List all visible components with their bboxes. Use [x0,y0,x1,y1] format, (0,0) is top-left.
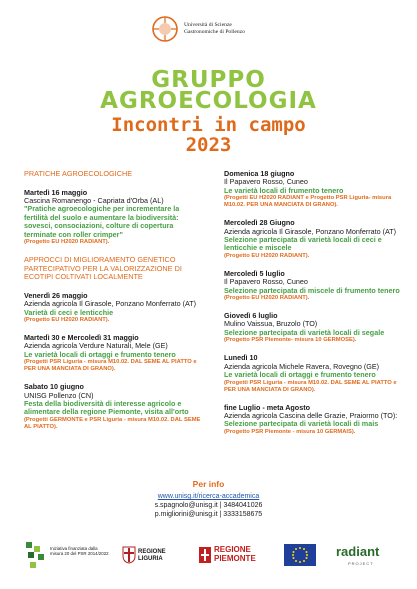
university-logo [150,14,270,52]
info-block [0,480,417,519]
event-topic: Le varietà locali di ortaggi e frumento tenero [24,349,176,359]
event-place: Mulino Vaissua, Bruzolo (TO) [224,319,318,329]
event-topic: Selezione partecipata di miscele di frumento tenero [224,285,400,295]
regione-liguria-logo [122,538,180,574]
event-place: Il Papavero Rosso, Cuneo [224,277,308,287]
event-item [224,312,402,344]
event-note: (Progetto EU H2020 RADIANT). [24,317,110,324]
liguria-crest-icon [122,546,136,564]
event-place: Azienda agricola Cascina delle Grazie, Praiormo (TO): [224,410,398,420]
event-date: Martedì 16 maggio [24,187,88,197]
university-emblem-icon [150,14,180,44]
psr-emblem-icon [24,540,48,570]
piemonte-label: REGIONE PIEMONTE [214,545,256,563]
subtitle-line1: Incontri in campo [111,114,306,136]
left-column [24,170,202,441]
section-heading: APPROCCI DI MIGLIORAMENTO GENETICO PARTECIPATIVO PER LA VALORIZZAZIONE DI ECOTIPI COLTIVATI LOCALMENTE [24,255,182,282]
radiant-sub: PROJECT [348,561,374,566]
event-date: Lunedì 10 [224,353,258,363]
event-place: Azienda agricola Michele Ravera, Rovegno (GE) [224,361,380,371]
event-place: Azienda agricola Il Girasole, Ponzano Monferrato (AT) [24,299,197,309]
contact-line: p.migliorini@unisg.it | 3333158675 [154,511,263,518]
event-item [224,219,402,260]
event-date: Mercoledì 28 Giugno [224,218,295,228]
subtitle-year: 2023 [185,134,232,156]
title-line2: AGROECOLOGIA [100,88,317,114]
event-item [24,292,202,324]
event-topic: Selezione partecipata di varietà locali di segale [224,327,385,337]
contact-line: s.spagnolo@unisg.it | 3484041026 [154,502,263,509]
event-note: (Progetti PSR Liguria - misura M10.02. DAL SEME AL PIATTO e PER UNA MANCIATA DI GRANO). [224,379,397,393]
event-place: Il Papavero Rosso, Cuneo [224,177,308,187]
sponsor-strip [0,538,417,578]
info-heading: Per info [192,479,225,489]
event-note: (Progetto EU H2020 RADIANT). [224,252,310,259]
liguria-label: REGIONE LIGURIA [138,549,166,562]
event-note: (Progetto EU H2020 RADIANT). [224,295,310,302]
event-date: fine Luglio - meta Agosto [224,402,310,412]
event-date: Martedì 30 e Mercoledì 31 maggio [24,333,139,343]
event-note: (Progetti EU H2020 RADIANT e Progetto PSR Liguria- misura M10.02. PER UNA MANCIATA DI GRANO). [224,195,392,209]
event-topic: Festa della biodiversità di interesse agricolo e alimentare della regione Piemonte, visita all'orto [24,399,189,417]
event-place: Azienda agricola Verdure Naturali, Mele (GE) [24,341,168,351]
event-note: (Progetto PSR Piemonte - misura 10 GERMAIS). [224,428,356,435]
event-date: Venerdì 26 maggio [24,290,88,300]
event-note: (Progetto PSR Piemonte- misura 10 GERMOSE). [224,337,357,344]
event-topic: Selezione partecipata di varietà locali di ceci e lenticchie e miscele [224,235,382,253]
event-item [224,404,402,436]
psr-text: Iniziativa finanziata dalla misura 20 del PSR 2014/2022 [50,546,109,557]
event-item [224,270,402,302]
section-heading: PRATICHE AGROECOLOGICHE [24,169,133,178]
event-item [224,354,402,393]
event-place: Azienda agricola Il Girasole, Ponzano Monferrato (AT) [224,226,397,236]
event-item [24,334,202,373]
event-note: (Progetto EU H2020 RADIANT). [24,239,110,246]
regione-piemonte-logo [198,538,262,574]
radiant-wordmark: radiant [336,544,380,559]
event-topic: Selezione partecipata di varietà locali di mais [224,419,379,429]
event-date: Mercoledì 5 luglio [224,268,285,278]
event-topic: "Pratiche agroecologiche per incrementare la fertilità del suolo e aumentare la biodiversità: sovesci, consociazioni, colture di copertura terminate con roller crimper" [24,204,180,239]
piemonte-crest-icon [198,546,212,564]
event-place: UNISG Pollenzo (CN) [24,390,94,400]
event-item [24,189,202,246]
event-place: Cascina Romanengo - Capriata d'Orba (AL) [24,196,164,205]
event-topic: Varietà di ceci e lenticchie [24,307,114,317]
event-note: (Progetti PSR Liguria - misura M10.02. DAL SEME AL PIATTO e PER UNA MANCIATA DI GRANO). [24,359,197,373]
event-topic: Le varietà locali di ortaggi e frumento tenero [224,370,376,380]
website-link[interactable]: www.unisg.it/ricerca-accademica [157,493,260,500]
event-date: Sabato 10 giugno [24,382,84,392]
university-name: Università di Scienze Gastronomiche di Pollenzo [184,22,245,35]
radiant-logo [336,538,396,574]
psr-logo [24,538,109,574]
event-note: (Progetti GERMONTE e PSR Liguria - misura M10.02. DAL SEME AL PIATTO). [24,416,201,430]
event-item [224,170,402,209]
event-topic: Le varietà locali di frumento tenero [224,185,344,195]
event-date: Domenica 18 giugno [224,169,295,178]
event-date: Giovedì 6 luglio [224,311,278,321]
title-line1: GRUPPO [151,67,266,93]
right-column [224,170,402,446]
eu-flag-icon [284,544,316,566]
eu-flag [284,538,318,574]
event-item [24,383,202,431]
